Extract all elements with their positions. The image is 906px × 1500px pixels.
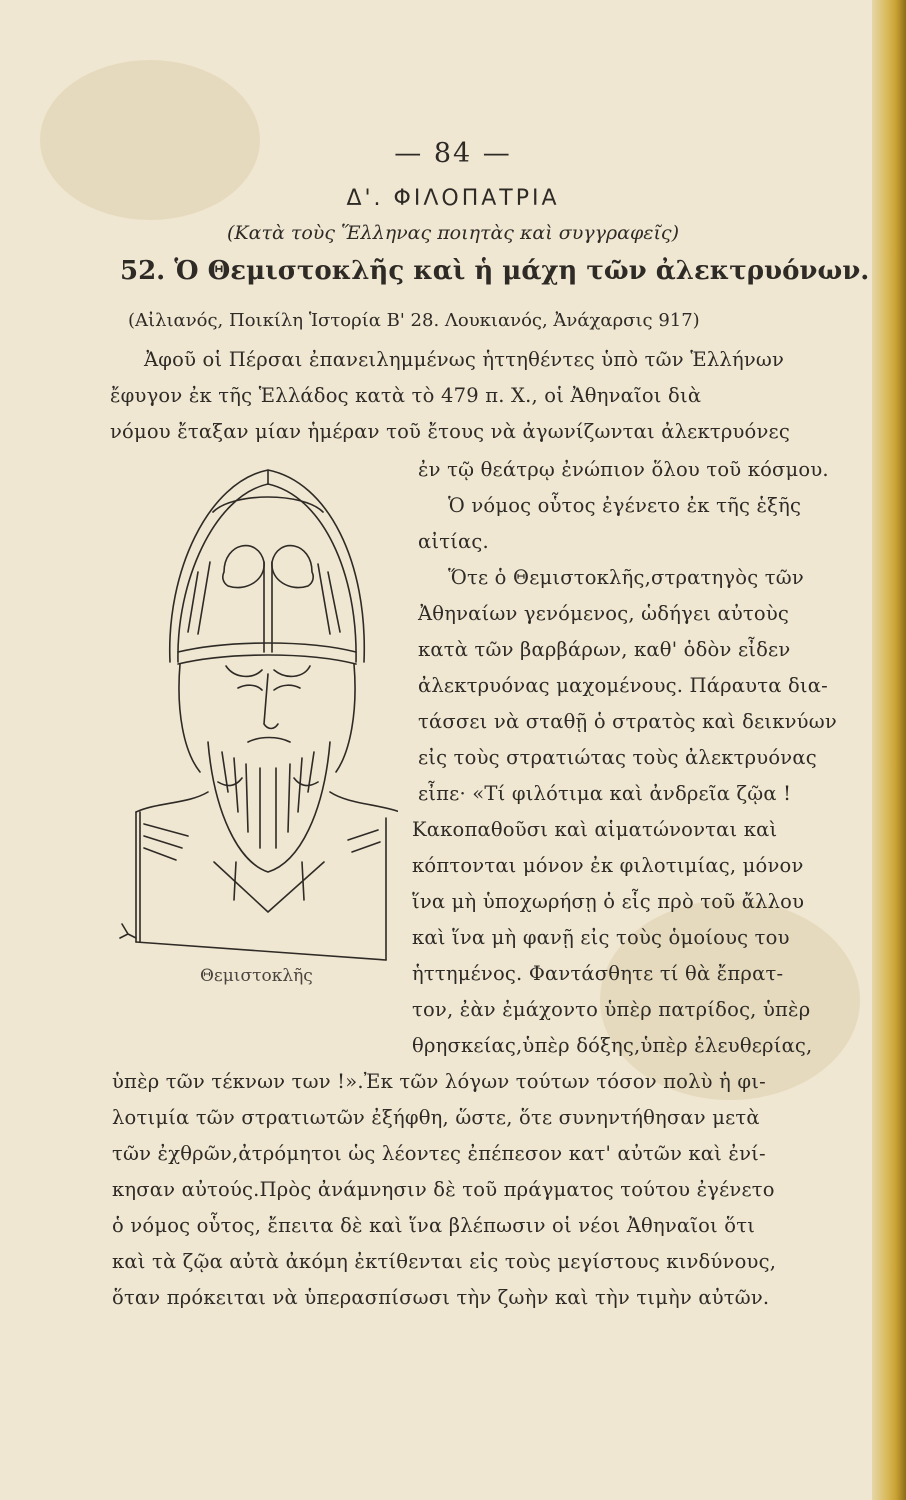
chapter-title: 52. Ὁ Θεμιστοκλῆς καὶ ἡ μάχη τῶν ἀλεκτρυόνων. — [120, 256, 870, 286]
body-line: ὁ νόμος οὗτος, ἔπειτα δὲ καὶ ἵνα βλέπωσιν οἱ νέοι Ἀθηναῖοι ὅτι — [112, 1214, 756, 1237]
body-line: Ἀθηναίων γενόμενος, ὡδήγει αὐτοὺς — [418, 602, 790, 625]
body-line: ἐν τῷ θεάτρῳ ἐνώπιον ὅλου τοῦ κόσμου. — [418, 458, 829, 481]
body-line: τον, ἐὰν ἐμάχοντο ὑπὲρ πατρίδος, ὑπὲρ — [412, 998, 811, 1021]
body-line: Ὅτε ὁ Θεμιστοκλῆς,στρατηγὸς τῶν — [448, 566, 804, 589]
section-subtitle: (Κατὰ τοὺς Ἕλληνας ποιητὰς καὶ συγγραφεῖς) — [227, 222, 679, 244]
body-line: θρησκείας,ὑπὲρ δόξης,ὑπὲρ ἐλευθερίας, — [412, 1034, 813, 1057]
body-line: νόμου ἔταξαν μίαν ἡμέραν τοῦ ἔτους νὰ ἀγωνίζωνται ἀλεκτρυόνες — [110, 420, 790, 443]
body-line: ὑπὲρ τῶν τέκνων των !».Ἐκ τῶν λόγων τούτων τόσον πολὺ ἡ φι- — [112, 1070, 766, 1093]
body-line: κόπτονται μόνον ἐκ φιλοτιμίας, μόνον — [412, 854, 804, 877]
body-line: ἵνα μὴ ὑποχωρήσῃ ὁ εἷς πρὸ τοῦ ἄλλου — [412, 890, 805, 913]
body-line: λοτιμία τῶν στρατιωτῶν ἐξήφθη, ὥστε, ὅτε συνηντήθησαν μετὰ — [112, 1106, 760, 1129]
body-line: Κακοπαθοῦσι καὶ αἱματώνονται καὶ — [412, 818, 778, 841]
body-line: τάσσει νὰ σταθῇ ὁ στρατὸς καὶ δεικνύων — [418, 710, 837, 733]
body-line: εἶπε· «Τί φιλότιμα καὶ ἀνδρεῖα ζῷα ! — [418, 782, 792, 805]
body-line: ἡττημένος. Φαντάσθητε τί θὰ ἔπρατ- — [412, 962, 784, 985]
body-line: κησαν αὐτούς.Πρὸς ἀνάμνησιν δὲ τοῦ πράγματος τούτου ἐγένετο — [112, 1178, 775, 1201]
body-line: εἰς τοὺς στρατιώτας τοὺς ἀλεκτρυόνας — [418, 746, 817, 769]
body-line: ὅταν πρόκειται νὰ ὑπερασπίσωσι τὴν ζωὴν καὶ τὴν τιμὴν αὐτῶν. — [112, 1286, 770, 1309]
body-line: αἰτίας. — [418, 530, 489, 553]
body-line: ἀλεκτρυόνας μαχομένους. Πάραυτα δια- — [418, 674, 828, 697]
body-line: καὶ ἵνα μὴ φανῇ εἰς τοὺς ὁμοίους του — [412, 926, 790, 949]
body-line: καὶ τὰ ζῷα αὐτὰ ἀκόμη ἐκτίθενται εἰς τοὺς μεγίστους κινδύνους, — [112, 1250, 777, 1273]
themistocles-bust-illustration — [118, 452, 398, 972]
figure-caption: Θεμιστοκλῆς — [200, 966, 313, 986]
body-line: κατὰ τῶν βαρβάρων, καθ' ὁδὸν εἶδεν — [418, 638, 791, 661]
body-line: ἔφυγον ἐκ τῆς Ἑλλάδος κατὰ τὸ 479 π. Χ., οἱ Ἀθηναῖοι διὰ — [110, 384, 702, 407]
source-reference: (Αἰλιανός, Ποικίλη Ἱστορία Β' 28. Λουκιανός, Ἀνάχαρσις 917) — [128, 310, 700, 331]
body-line: τῶν ἐχθρῶν,ἀτρόμητοι ὡς λέοντες ἐπέπεσον κατ' αὐτῶν καὶ ἐνί- — [112, 1142, 766, 1165]
body-line: Ὁ νόμος οὗτος ἐγένετο ἐκ τῆς ἑξῆς — [448, 494, 802, 517]
page-number: — 84 — — [394, 138, 512, 169]
body-line: Ἀφοῦ οἱ Πέρσαι ἐπανειλημμένως ἡττηθέντες ὑπὸ τῶν Ἑλλήνων — [144, 348, 785, 371]
section-title: Δ'. ΦΙΛΟΠΑΤΡΙΑ — [346, 186, 560, 211]
